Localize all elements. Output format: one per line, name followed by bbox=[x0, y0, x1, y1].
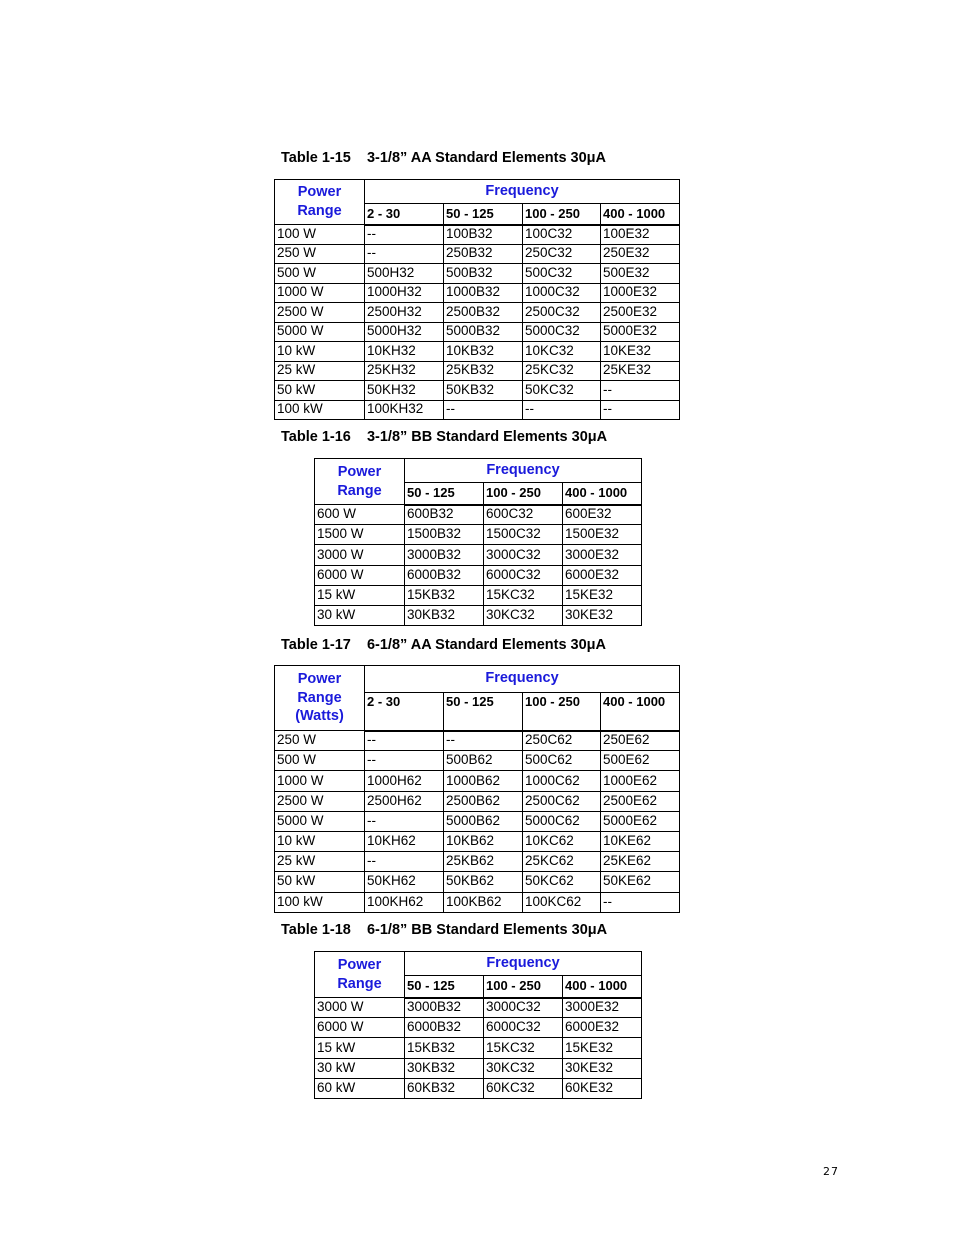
power-cell: 100 kW bbox=[275, 892, 365, 912]
element-model-cell: 30KE32 bbox=[563, 605, 642, 625]
element-model-cell: 1000E32 bbox=[601, 283, 680, 303]
element-model-cell: -- bbox=[601, 892, 680, 912]
element-model-cell: 1500C32 bbox=[484, 525, 563, 545]
table-row bbox=[275, 400, 680, 420]
element-model-cell: 100KC62 bbox=[523, 892, 601, 912]
power-cell: 600 W bbox=[315, 505, 405, 525]
frequency-band-header: 50 - 125 bbox=[405, 483, 484, 505]
table-row bbox=[315, 1058, 642, 1078]
element-model-cell: 5000B62 bbox=[444, 811, 523, 831]
element-model-cell: 6000B32 bbox=[405, 565, 484, 585]
element-model-cell: 10KC32 bbox=[523, 342, 601, 362]
power-range-header-line: Power bbox=[337, 956, 382, 973]
element-model-cell: -- bbox=[365, 811, 444, 831]
power-cell: 10 kW bbox=[275, 831, 365, 851]
table-row bbox=[275, 264, 680, 284]
frequency-band-header: 100 - 250 bbox=[523, 693, 601, 731]
element-model-cell: 3000E32 bbox=[563, 998, 642, 1018]
table-row bbox=[315, 505, 642, 525]
element-model-cell: -- bbox=[365, 731, 444, 751]
element-model-cell: -- bbox=[365, 852, 444, 872]
table-row bbox=[275, 852, 680, 872]
element-model-cell: 50KB32 bbox=[444, 381, 523, 401]
element-model-cell: 30KC32 bbox=[484, 1058, 563, 1078]
element-model-cell: 10KB32 bbox=[444, 342, 523, 362]
power-cell: 5000 W bbox=[275, 811, 365, 831]
element-model-cell: 6000C32 bbox=[484, 565, 563, 585]
frequency-band-header: 100 - 250 bbox=[484, 976, 563, 998]
table-row bbox=[315, 585, 642, 605]
frequency-band-header: 400 - 1000 bbox=[601, 204, 680, 225]
element-model-cell: 250C62 bbox=[523, 731, 601, 751]
table-row bbox=[275, 771, 680, 791]
power-cell: 60 kW bbox=[315, 1078, 405, 1098]
element-table bbox=[314, 951, 642, 1099]
element-model-cell: -- bbox=[601, 381, 680, 401]
table-row bbox=[275, 361, 680, 381]
element-model-cell: -- bbox=[444, 731, 523, 751]
element-model-cell: 100KH62 bbox=[365, 892, 444, 912]
power-cell: 250 W bbox=[275, 731, 365, 751]
frequency-band-header: 50 - 125 bbox=[405, 976, 484, 998]
element-model-cell: 60KE32 bbox=[563, 1078, 642, 1098]
power-cell: 100 kW bbox=[275, 400, 365, 420]
table-caption: Table 1-15 3-1/8” AA Standard Elements 30μA bbox=[281, 150, 607, 166]
power-range-header-line: Range bbox=[297, 203, 342, 219]
table-caption: Table 1-16 3-1/8” BB Standard Elements 30μA bbox=[281, 429, 608, 445]
frequency-band-header: 2 - 30 bbox=[365, 204, 444, 225]
element-model-cell: 250E62 bbox=[601, 731, 680, 751]
table-caption: Table 1-17 6-1/8” AA Standard Elements 30μA bbox=[281, 637, 607, 653]
element-model-cell: 2500E32 bbox=[601, 303, 680, 323]
element-model-cell: 25KC62 bbox=[523, 852, 601, 872]
power-cell: 10 kW bbox=[275, 342, 365, 362]
element-model-cell: 10KB62 bbox=[444, 831, 523, 851]
frequency-band-header: 50 - 125 bbox=[444, 204, 523, 225]
element-model-cell: 250B32 bbox=[444, 244, 523, 264]
table-row bbox=[275, 322, 680, 342]
element-model-cell: 10KH32 bbox=[365, 342, 444, 362]
element-model-cell: 2500B32 bbox=[444, 303, 523, 323]
element-model-cell: 15KE32 bbox=[563, 585, 642, 605]
element-model-cell: 1000H62 bbox=[365, 771, 444, 791]
frequency-band-header: 100 - 250 bbox=[484, 483, 563, 505]
element-model-cell: 6000E32 bbox=[563, 1018, 642, 1038]
table-row bbox=[315, 525, 642, 545]
element-model-cell: 100C32 bbox=[523, 225, 601, 245]
element-table bbox=[274, 665, 680, 913]
element-model-cell: 250C32 bbox=[523, 244, 601, 264]
table-row bbox=[315, 998, 642, 1018]
element-model-cell: -- bbox=[444, 400, 523, 420]
element-model-cell: 2500H32 bbox=[365, 303, 444, 323]
element-model-cell: 500B32 bbox=[444, 264, 523, 284]
element-model-cell: 60KB32 bbox=[405, 1078, 484, 1098]
element-model-cell: 50KC32 bbox=[523, 381, 601, 401]
element-model-cell: 2500H62 bbox=[365, 791, 444, 811]
element-model-cell: 30KB32 bbox=[405, 1058, 484, 1078]
power-cell: 1000 W bbox=[275, 771, 365, 791]
element-model-cell: 50KB62 bbox=[444, 872, 523, 892]
power-cell: 1000 W bbox=[275, 283, 365, 303]
power-cell: 2500 W bbox=[275, 791, 365, 811]
power-cell: 25 kW bbox=[275, 361, 365, 381]
power-cell: 100 W bbox=[275, 225, 365, 245]
frequency-band-header: 100 - 250 bbox=[523, 204, 601, 225]
element-model-cell: -- bbox=[523, 400, 601, 420]
element-model-cell: 50KC62 bbox=[523, 872, 601, 892]
element-model-cell: 3000B32 bbox=[405, 545, 484, 565]
table-row bbox=[315, 565, 642, 585]
element-model-cell: 500C32 bbox=[523, 264, 601, 284]
element-model-cell: 1000E62 bbox=[601, 771, 680, 791]
element-model-cell: 250E32 bbox=[601, 244, 680, 264]
table-row bbox=[275, 283, 680, 303]
element-model-cell: 3000B32 bbox=[405, 998, 484, 1018]
element-model-cell: 2500C62 bbox=[523, 791, 601, 811]
power-cell: 30 kW bbox=[315, 605, 405, 625]
power-cell: 25 kW bbox=[275, 852, 365, 872]
table-row bbox=[275, 791, 680, 811]
power-cell: 3000 W bbox=[315, 998, 405, 1018]
power-cell: 6000 W bbox=[315, 1018, 405, 1038]
element-model-cell: 1000B32 bbox=[444, 283, 523, 303]
element-model-cell: 2500C32 bbox=[523, 303, 601, 323]
frequency-band-header: 400 - 1000 bbox=[601, 693, 680, 731]
element-model-cell: 3000C32 bbox=[484, 545, 563, 565]
element-model-cell: 1000C32 bbox=[523, 283, 601, 303]
element-model-cell: 6000E32 bbox=[563, 565, 642, 585]
element-model-cell: 10KE32 bbox=[601, 342, 680, 362]
element-model-cell: 600B32 bbox=[405, 505, 484, 525]
element-model-cell: 6000B32 bbox=[405, 1018, 484, 1038]
element-model-cell: 60KC32 bbox=[484, 1078, 563, 1098]
element-model-cell: 100B32 bbox=[444, 225, 523, 245]
element-model-cell: 5000C32 bbox=[523, 322, 601, 342]
element-model-cell: -- bbox=[365, 244, 444, 264]
table-row bbox=[315, 605, 642, 625]
power-range-header-line: Power bbox=[297, 670, 342, 687]
table-row bbox=[275, 244, 680, 264]
element-model-cell: 25KE32 bbox=[601, 361, 680, 381]
element-model-cell: 50KH32 bbox=[365, 381, 444, 401]
frequency-header: Frequency bbox=[365, 180, 680, 204]
element-model-cell: 15KC32 bbox=[484, 1038, 563, 1058]
element-model-cell: 100KH32 bbox=[365, 400, 444, 420]
element-model-cell: 25KB62 bbox=[444, 852, 523, 872]
table-caption: Table 1-18 6-1/8” BB Standard Elements 30μA bbox=[281, 922, 608, 938]
element-model-cell: 10KH62 bbox=[365, 831, 444, 851]
power-cell: 30 kW bbox=[315, 1058, 405, 1078]
element-model-cell: 15KE32 bbox=[563, 1038, 642, 1058]
element-model-cell: -- bbox=[365, 225, 444, 245]
frequency-header: Frequency bbox=[405, 459, 642, 483]
element-table bbox=[274, 179, 680, 420]
table-row bbox=[275, 872, 680, 892]
table-row bbox=[275, 892, 680, 912]
element-model-cell: 15KB32 bbox=[405, 585, 484, 605]
element-model-cell: 30KC32 bbox=[484, 605, 563, 625]
table-row bbox=[275, 811, 680, 831]
power-cell: 15 kW bbox=[315, 1038, 405, 1058]
power-range-header-line: Range bbox=[337, 482, 382, 499]
element-model-cell: 500E62 bbox=[601, 751, 680, 771]
element-model-cell: 1000C62 bbox=[523, 771, 601, 791]
page-number: 27 bbox=[823, 1165, 839, 1178]
element-model-cell: 30KE32 bbox=[563, 1058, 642, 1078]
frequency-band-header: 50 - 125 bbox=[444, 693, 523, 731]
element-model-cell: 500B62 bbox=[444, 751, 523, 771]
frequency-band-header: 2 - 30 bbox=[365, 693, 444, 731]
element-model-cell: 10KE62 bbox=[601, 831, 680, 851]
power-cell: 500 W bbox=[275, 264, 365, 284]
element-model-cell: 30KB32 bbox=[405, 605, 484, 625]
element-model-cell: -- bbox=[601, 400, 680, 420]
table-row bbox=[275, 342, 680, 362]
element-model-cell: 5000E62 bbox=[601, 811, 680, 831]
element-model-cell: 25KB32 bbox=[444, 361, 523, 381]
element-model-cell: 1000H32 bbox=[365, 283, 444, 303]
power-range-header-line: Power bbox=[297, 184, 342, 201]
power-cell: 50 kW bbox=[275, 381, 365, 401]
element-model-cell: 3000E32 bbox=[563, 545, 642, 565]
power-range-header bbox=[315, 459, 405, 505]
element-model-cell: 500H32 bbox=[365, 264, 444, 284]
table-row bbox=[275, 751, 680, 771]
element-model-cell: 100KB62 bbox=[444, 892, 523, 912]
element-model-cell: 25KC32 bbox=[523, 361, 601, 381]
power-cell: 3000 W bbox=[315, 545, 405, 565]
element-model-cell: 5000E32 bbox=[601, 322, 680, 342]
frequency-header: Frequency bbox=[365, 666, 680, 693]
table-row bbox=[275, 831, 680, 851]
table-row bbox=[275, 731, 680, 751]
element-model-cell: 500C62 bbox=[523, 751, 601, 771]
power-cell: 5000 W bbox=[275, 322, 365, 342]
power-cell: 50 kW bbox=[275, 872, 365, 892]
power-cell: 250 W bbox=[275, 244, 365, 264]
power-range-header-line: Range bbox=[297, 689, 342, 706]
element-model-cell: 2500B62 bbox=[444, 791, 523, 811]
power-range-header bbox=[275, 666, 365, 731]
frequency-band-header: 400 - 1000 bbox=[563, 483, 642, 505]
element-model-cell: 1500E32 bbox=[563, 525, 642, 545]
element-model-cell: 1000B62 bbox=[444, 771, 523, 791]
power-range-header bbox=[275, 180, 365, 225]
power-cell: 1500 W bbox=[315, 525, 405, 545]
table-row bbox=[315, 1078, 642, 1098]
element-model-cell: 25KH32 bbox=[365, 361, 444, 381]
element-model-cell: 5000H32 bbox=[365, 322, 444, 342]
power-range-header bbox=[315, 952, 405, 998]
frequency-band-header: 400 - 1000 bbox=[563, 976, 642, 998]
power-cell: 500 W bbox=[275, 751, 365, 771]
element-model-cell: 10KC62 bbox=[523, 831, 601, 851]
element-model-cell: 6000C32 bbox=[484, 1018, 563, 1038]
element-model-cell: 15KC32 bbox=[484, 585, 563, 605]
element-model-cell: 15KB32 bbox=[405, 1038, 484, 1058]
element-model-cell: 25KE62 bbox=[601, 852, 680, 872]
element-model-cell: 3000C32 bbox=[484, 998, 563, 1018]
frequency-header: Frequency bbox=[405, 952, 642, 976]
table-row bbox=[275, 381, 680, 401]
table-row bbox=[275, 303, 680, 323]
power-cell: 2500 W bbox=[275, 303, 365, 323]
power-cell: 15 kW bbox=[315, 585, 405, 605]
element-table bbox=[314, 458, 642, 626]
element-model-cell: 2500E62 bbox=[601, 791, 680, 811]
element-model-cell: 600E32 bbox=[563, 505, 642, 525]
element-model-cell: 1500B32 bbox=[405, 525, 484, 545]
power-range-header-line: (Watts) bbox=[295, 708, 344, 725]
element-model-cell: 500E32 bbox=[601, 264, 680, 284]
table-row bbox=[315, 1018, 642, 1038]
element-model-cell: 50KH62 bbox=[365, 872, 444, 892]
table-row bbox=[315, 545, 642, 565]
power-range-header-line: Range bbox=[337, 975, 382, 992]
element-model-cell: 5000C62 bbox=[523, 811, 601, 831]
element-model-cell: 100E32 bbox=[601, 225, 680, 245]
element-model-cell: 600C32 bbox=[484, 505, 563, 525]
table-row bbox=[275, 225, 680, 245]
table-row bbox=[315, 1038, 642, 1058]
power-cell: 6000 W bbox=[315, 565, 405, 585]
element-model-cell: 50KE62 bbox=[601, 872, 680, 892]
element-model-cell: -- bbox=[365, 751, 444, 771]
element-model-cell: 5000B32 bbox=[444, 322, 523, 342]
power-range-header-line: Power bbox=[337, 463, 382, 480]
